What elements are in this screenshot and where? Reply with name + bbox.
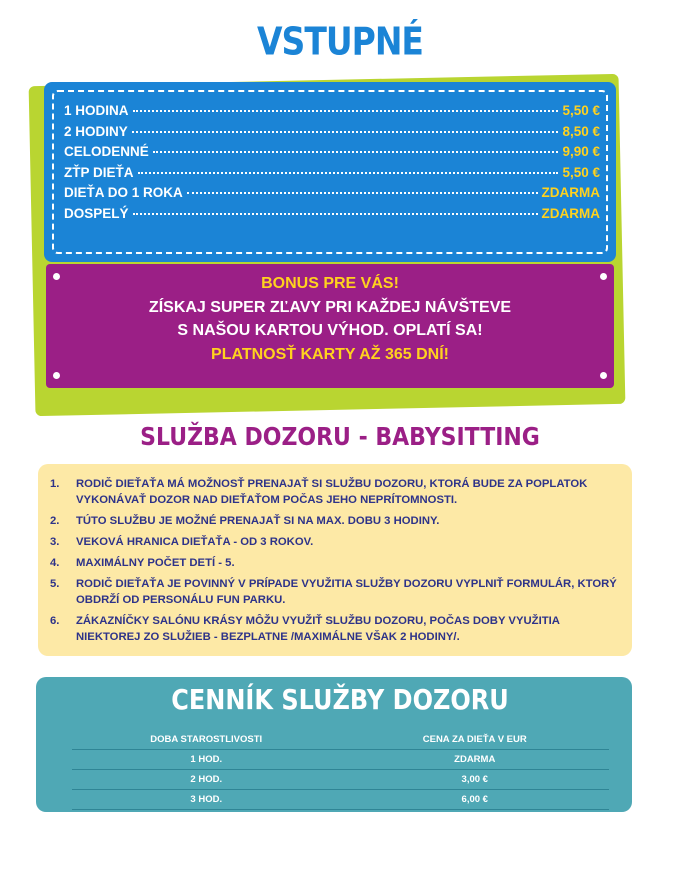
rule-number: 6.	[50, 615, 60, 627]
rule-text: RODIČ DIEŤAŤA MÁ MOŽNOSŤ PRENAJAŤ SI SLUŽBU DOZORU, KTORÁ BUDE ZA POPLATOK VYKONÁVAŤ DOZOR NAD DIEŤAŤOM POČAS JEHO NEPRÍTOMNOSTI.	[76, 478, 588, 506]
rule-item	[50, 576, 620, 608]
leader-dots	[187, 192, 538, 194]
pricing-table	[72, 730, 609, 810]
price-label: 1 HODINA	[64, 103, 129, 118]
price-label: DIEŤA DO 1 ROKA	[64, 185, 183, 200]
bonus-heading: BONUS PRE VÁS!	[261, 275, 399, 292]
price-row	[64, 206, 600, 227]
leader-dots	[133, 213, 538, 215]
price-value: 5,50 €	[562, 164, 600, 180]
pricing-title: CENNÍK SLUŽBY DOZORU	[171, 683, 509, 717]
price-cell: ZDARMA	[341, 750, 610, 770]
bonus-line: ZÍSKAJ SUPER ZĽAVY PRI KAŽDEJ NÁVŠTEVE	[148, 298, 512, 316]
rule-item	[50, 513, 620, 529]
rule-item	[50, 555, 620, 571]
leader-dots	[138, 172, 559, 174]
price-cell: 3,00 €	[341, 770, 610, 790]
duration-cell: 3 HOD.	[72, 790, 341, 810]
price-label: 2 HODINY	[64, 123, 128, 139]
price-value: 9,90 €	[562, 144, 600, 159]
rivet-dot	[600, 273, 607, 280]
price-value: ZDARMA	[541, 185, 600, 200]
rule-text: TÚTO SLUŽBU JE MOŽNÉ PRENAJAŤ SI NA MAX. DOBU 3 HODINY.	[76, 515, 440, 527]
leader-dots	[132, 131, 559, 133]
rule-number: 4.	[50, 557, 60, 569]
table-row	[72, 770, 609, 790]
rivet-dot	[53, 273, 60, 280]
page-title: VSTUPNÉ	[257, 19, 423, 64]
leader-dots	[133, 110, 559, 112]
price-row	[64, 185, 600, 206]
price-cell: 6,00 €	[341, 790, 610, 810]
price-value: 8,50 €	[562, 123, 600, 139]
price-label: ZŤP DIEŤA	[64, 164, 134, 180]
leader-dots	[153, 151, 559, 153]
price-label: DOSPELÝ	[64, 205, 129, 221]
table-row	[72, 750, 609, 770]
table-header-row	[72, 730, 609, 750]
price-label: CELODENNÉ	[64, 144, 149, 159]
price-row	[64, 124, 600, 145]
rule-number: 1.	[50, 478, 60, 490]
column-header: CENA ZA DIEŤA V EUR	[422, 734, 527, 745]
bonus-line: S NAŠOU KARTOU VÝHOD. OPLATÍ SA!	[177, 322, 483, 339]
duration-cell: 2 HOD.	[72, 770, 341, 790]
rule-number: 3.	[50, 536, 60, 548]
rule-text: MAXIMÁLNY POČET DETÍ - 5.	[76, 557, 235, 569]
rule-text: VEKOVÁ HRANICA DIEŤAŤA - OD 3 ROKOV.	[76, 536, 314, 548]
rule-item	[50, 534, 620, 550]
table-row	[72, 790, 609, 810]
rivet-dot	[53, 372, 60, 379]
rule-item	[50, 476, 620, 508]
rule-number: 2.	[50, 515, 60, 527]
price-row	[64, 165, 600, 186]
price-row	[64, 103, 600, 124]
rivet-dot	[600, 372, 607, 379]
service-title: SLUŽBA DOZORU - BABYSITTING	[140, 423, 540, 452]
price-value: 5,50 €	[562, 103, 600, 118]
duration-cell: 1 HOD.	[72, 750, 341, 770]
rule-number: 5.	[50, 578, 60, 590]
price-value: ZDARMA	[541, 205, 600, 221]
bonus-text	[46, 264, 614, 366]
column-header: DOBA STAROSTLIVOSTI	[150, 734, 263, 745]
rule-text: ZÁKAZNÍČKY SALÓNU KRÁSY MÔŽU VYUŽIŤ SLUŽBU DOZORU, POČAS DOBY VYUŽITIA NIEKTOREJ ZO SLUŽIEB - BEZPLATNE /MAXIMÁLNE VŠAK 2 HODINY/.	[76, 615, 560, 643]
bonus-validity: PLATNOSŤ KARTY AŽ 365 DNÍ!	[211, 345, 449, 363]
price-row	[64, 144, 600, 165]
admission-price-list	[64, 103, 600, 226]
rule-item	[50, 613, 620, 645]
rule-text: RODIČ DIEŤAŤA JE POVINNÝ V PRÍPADE VYUŽITIA SLUŽBY DOZORU VYPLNIŤ FORMULÁR, KTORÝ OBDRŽÍ OD PERSONÁLU FUN PARKU.	[76, 578, 617, 606]
bonus-panel	[46, 264, 614, 388]
rules-list	[50, 476, 620, 650]
